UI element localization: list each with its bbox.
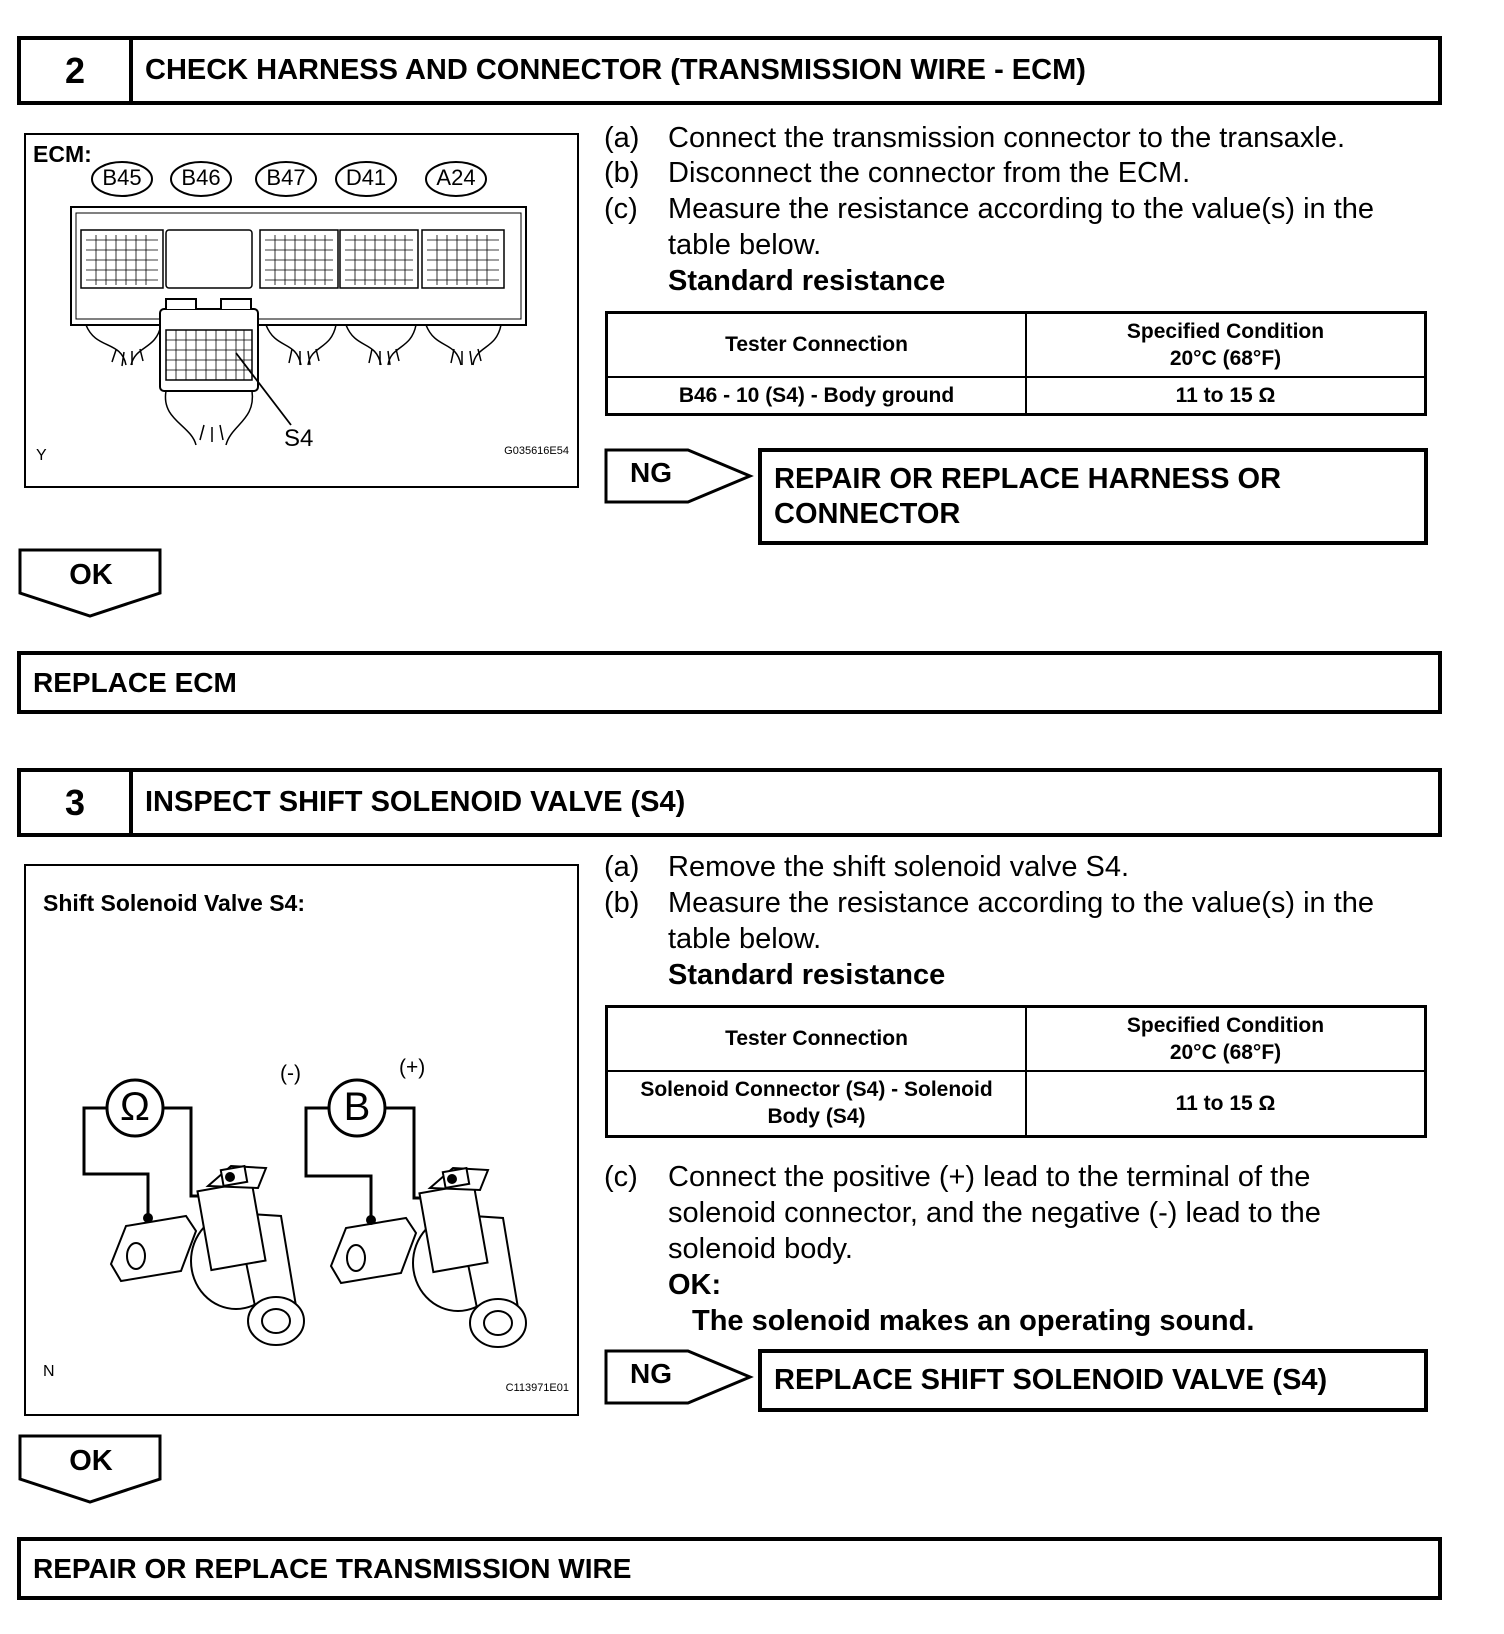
ng-arrow [604,1349,754,1405]
connector-label: D41 [345,165,387,190]
instruction-label: (b) [604,157,640,189]
figure-code: C113971E01 [505,1382,569,1394]
figure-corner-mark: N [43,1363,55,1380]
ok-result-text: REPAIR OR REPLACE TRANSMISSION WIRE [33,1552,632,1584]
table-header: Tester Connection [607,1007,1027,1071]
figure-label: ECM: [33,141,92,167]
ok-result-box [17,1537,1442,1600]
step-3-header [17,768,1442,837]
table-cell: 11 to 15 Ω [1026,377,1426,415]
figure-label: Shift Solenoid Valve S4: [43,890,306,916]
table-header: Specified Condition 20°C (68°F) [1026,313,1426,377]
instruction-text: Connect the transmission connector to the transaxle. [668,122,1346,154]
table-cell: Solenoid Connector (S4) - Solenoid Body (S4) [607,1071,1027,1137]
ng-result-text: REPAIR OR REPLACE HARNESS OR CONNECTOR [774,462,1282,530]
instruction-label: (a) [604,851,640,883]
table-cell: B46 - 10 (S4) - Body ground [607,377,1027,415]
standard-resistance-label: Standard resistance [668,265,946,297]
ok-condition-text: The solenoid makes an operating sound. [692,1305,1255,1337]
step-title: INSPECT SHIFT SOLENOID VALVE (S4) [145,786,686,818]
ok-result-text: REPLACE ECM [33,666,237,698]
instruction-text: Disconnect the connector from the ECM. [668,157,1191,189]
ohmmeter-symbol: Ω [120,1085,150,1129]
figure-code: G035616E54 [504,445,569,457]
solenoid-figure [24,864,579,1416]
ng-label: NG [630,1358,672,1389]
ng-arrow [604,448,754,504]
step-title: CHECK HARNESS AND CONNECTOR (TRANSMISSION WIRE - ECM) [145,54,1086,86]
instruction-label: (c) [604,1161,638,1193]
ecm-connector-figure [24,133,579,488]
ng-result-box [758,448,1428,545]
connector-label: B46 [181,165,221,190]
ng-result-box [758,1349,1428,1412]
figure-corner-mark: Y [36,447,47,464]
instruction-text: Measure the resistance according to the value(s) in the table below. [668,887,1375,955]
connector-label: A24 [436,165,476,190]
resistance-table [605,1005,1427,1138]
negative-lead-label: (-) [280,1062,301,1085]
connector-label: B47 [266,165,306,190]
standard-resistance-label: Standard resistance [668,959,946,991]
instruction-text: Connect the positive (+) lead to the terminal of the solenoid connector, and the negative (-) lead to the solenoid body. [668,1161,1321,1265]
instruction-text: Measure the resistance according to the value(s) in the table below. [668,193,1375,261]
positive-lead-label: (+) [399,1056,426,1079]
step-number: 3 [21,772,133,833]
table-header: Tester Connection [607,313,1027,377]
instruction-label: (a) [604,122,640,154]
ng-label: NG [630,457,672,488]
step-number: 2 [21,40,133,101]
connector-label: B45 [102,165,142,190]
ok-label: OK [69,1445,113,1477]
ok-label: OK [69,559,113,591]
ok-condition-heading: OK: [668,1269,722,1301]
ng-result-text: REPLACE SHIFT SOLENOID VALVE (S4) [774,1364,1328,1396]
table-cell: 11 to 15 Ω [1026,1071,1426,1137]
resistance-table [605,311,1427,416]
callout-label: S4 [284,425,314,452]
step-2-header [17,36,1442,105]
ok-result-box [17,651,1442,714]
table-header: Specified Condition 20°C (68°F) [1026,1007,1426,1071]
instruction-label: (b) [604,887,640,919]
battery-symbol: B [343,1085,371,1129]
instruction-label: (c) [604,193,638,225]
instruction-text: Remove the shift solenoid valve S4. [668,851,1130,883]
